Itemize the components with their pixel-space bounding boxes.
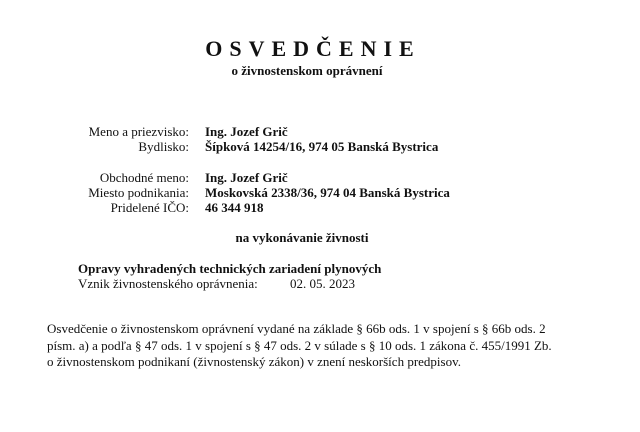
ico-label: Pridelené IČO: bbox=[110, 200, 189, 215]
legal-line: o živnostenskom podnikaní (živnostenský zákon) v znení neskorších predpisov. bbox=[47, 354, 461, 369]
ico-value: 46 344 918 bbox=[205, 200, 264, 215]
purpose-heading: na vykonávanie živnosti bbox=[235, 230, 369, 245]
business-name-value: Ing. Jozef Grič bbox=[205, 170, 288, 185]
legal-line: písm. a) a podľa § 47 ods. 1 v spojení s § 47 ods. 2 v súlade s § 10 ods. 1 zákona č. 455/1991 Zb. bbox=[47, 337, 552, 353]
document-subtitle: o živnostenskom oprávnení bbox=[231, 63, 383, 78]
trade-name: Opravy vyhradených technických zariadení plynových bbox=[78, 261, 382, 276]
residence-value: Šípková 14254/16, 974 05 Banská Bystrica bbox=[205, 139, 439, 154]
trade-origin-label: Vznik živnostenského oprávnenia: bbox=[78, 276, 258, 291]
residence-label: Bydlisko: bbox=[138, 139, 189, 154]
business-place-label: Miesto podnikania: bbox=[88, 185, 189, 200]
document-title: OSVEDČENIE bbox=[205, 36, 421, 61]
legal-line: Osvedčenie o živnostenskom oprávnení vydané na základe § 66b ods. 1 v spojení s § 66b ods. 2 bbox=[47, 321, 546, 336]
business-place-value: Moskovská 2338/36, 974 04 Banská Bystrica bbox=[205, 185, 450, 200]
business-name-label: Obchodné meno: bbox=[99, 170, 189, 185]
legal-paragraph bbox=[47, 321, 607, 371]
name-label: Meno a priezvisko: bbox=[88, 124, 189, 139]
name-value: Ing. Jozef Grič bbox=[205, 124, 288, 139]
trade-origin-date: 02. 05. 2023 bbox=[290, 276, 355, 291]
